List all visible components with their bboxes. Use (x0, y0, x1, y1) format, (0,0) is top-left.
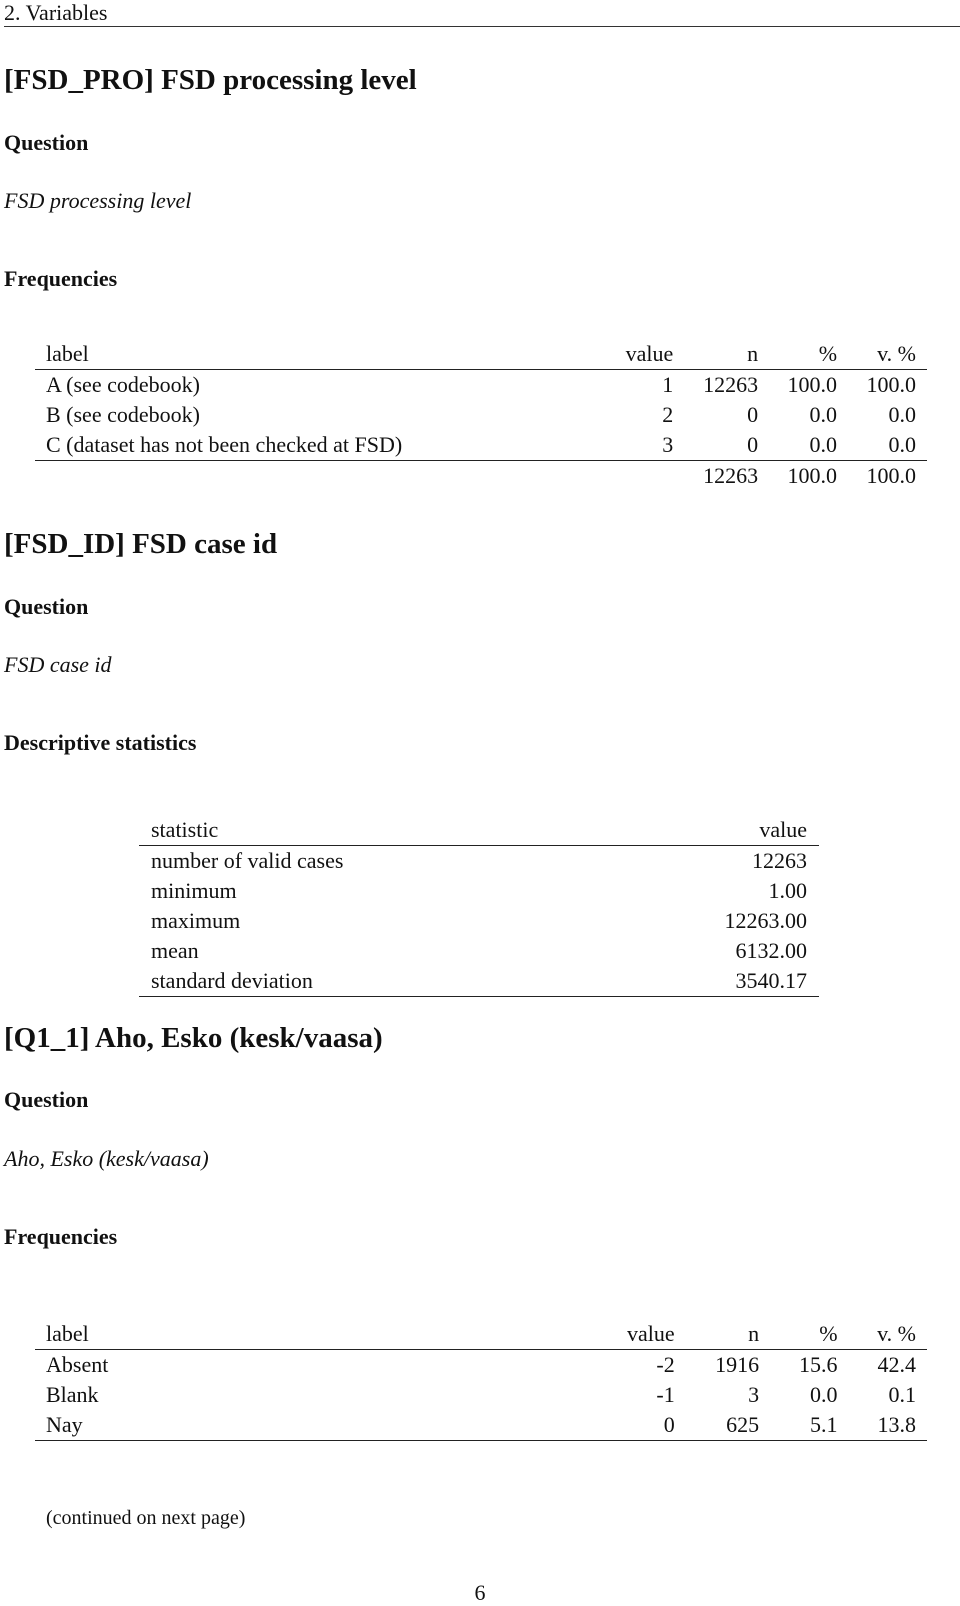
variable-title: [FSD_ID] FSD case id (4, 528, 278, 560)
table-cell: Nay (35, 1410, 557, 1441)
table-cell: 42.4 (877, 1352, 916, 1377)
table-cell: number of valid cases (151, 848, 344, 873)
table-cell: 3 (748, 1382, 760, 1407)
table-cell: 6132.00 (735, 938, 807, 963)
column-header: % (758, 339, 837, 370)
table-cell: 2 (662, 402, 674, 427)
question-text: FSD processing level (4, 188, 192, 213)
table-total-row (35, 461, 927, 492)
question-heading: Question (4, 130, 89, 155)
table-header-row (35, 1319, 927, 1350)
table-row (35, 370, 927, 401)
frequency-table (35, 339, 927, 491)
table-cell: -1 (656, 1382, 675, 1407)
continued-note: (continued on next page) (46, 1507, 246, 1529)
table-cell: 15.6 (799, 1352, 838, 1377)
table-cell: 100.0 (787, 372, 838, 397)
table-row (35, 430, 927, 461)
running-header: 2. Variables (4, 0, 108, 25)
header-rule (4, 26, 960, 27)
column-header: % (759, 1319, 837, 1350)
table-cell: -2 (656, 1352, 675, 1377)
table-cell: Absent (46, 1352, 109, 1377)
descriptive-statistics-heading: Descriptive statistics (4, 730, 197, 755)
column-header: label (35, 1319, 557, 1350)
variable-title: [Q1_1] Aho, Esko (kesk/vaasa) (4, 1022, 383, 1054)
column-header: value (557, 1319, 675, 1350)
column-header: label (35, 339, 556, 370)
table-row (139, 936, 819, 966)
frequencies-heading: Frequencies (4, 1224, 118, 1249)
table-cell: 0.0 (758, 430, 837, 461)
table-cell (35, 461, 556, 492)
table-row (139, 876, 819, 906)
column-header: value (556, 339, 673, 370)
table-cell: 0 (557, 1410, 675, 1441)
table-cell: 0.0 (837, 430, 927, 461)
table-cell: minimum (151, 878, 237, 903)
table-cell: Blank (46, 1382, 99, 1407)
column-header: v. % (838, 1319, 927, 1350)
table-row (139, 966, 819, 997)
table-cell: 0.1 (888, 1382, 916, 1407)
question-heading: Question (4, 1087, 89, 1112)
table-row (139, 906, 819, 936)
table-cell: 12263 (703, 372, 759, 397)
table-cell: 0 (747, 402, 759, 427)
column-header: n (673, 339, 758, 370)
variable-title: [FSD_PRO] FSD processing level (4, 64, 417, 96)
table-cell: 0.0 (810, 1382, 838, 1407)
table-cell: standard deviation (139, 966, 571, 997)
question-heading: Question (4, 594, 89, 619)
table-cell (556, 461, 673, 492)
table-cell: 13.8 (838, 1410, 927, 1441)
table-cell: 0 (673, 430, 758, 461)
table-cell: mean (151, 938, 199, 963)
table-header-row (139, 815, 819, 846)
table-cell: 100.0 (866, 463, 916, 488)
table-row (35, 400, 927, 430)
page-number: 6 (474, 1580, 486, 1605)
table-cell: B (see codebook) (46, 402, 200, 427)
column-header: statistic (139, 815, 571, 846)
table-cell: C (dataset has not been checked at FSD) (35, 430, 556, 461)
table-cell: 12263 (703, 463, 759, 488)
table-cell: 100.0 (866, 372, 916, 397)
table-cell: 1.00 (768, 878, 807, 903)
table-cell: 3540.17 (571, 966, 819, 997)
table-header-row (35, 339, 927, 370)
question-text: FSD case id (4, 652, 112, 677)
column-header: n (675, 1319, 759, 1350)
table-cell: 1 (662, 372, 674, 397)
table-cell: maximum (151, 908, 241, 933)
table-row (139, 846, 819, 877)
table-cell: 12263.00 (724, 908, 807, 933)
column-header: value (571, 815, 819, 846)
table-row (35, 1410, 927, 1441)
frequencies-heading: Frequencies (4, 266, 118, 291)
table-cell: 5.1 (759, 1410, 837, 1441)
table-cell: 1916 (715, 1352, 760, 1377)
statistics-table (139, 815, 819, 997)
table-cell: 100.0 (787, 463, 838, 488)
table-row (35, 1350, 927, 1381)
table-cell: 3 (556, 430, 673, 461)
column-header: v. % (837, 339, 927, 370)
table-cell: A (see codebook) (46, 372, 200, 397)
table-cell: 625 (675, 1410, 759, 1441)
table-row (35, 1380, 927, 1410)
table-cell: 0.0 (888, 402, 916, 427)
table-cell: 12263 (752, 848, 807, 873)
frequency-table (35, 1319, 927, 1441)
question-text: Aho, Esko (kesk/vaasa) (4, 1146, 209, 1171)
table-cell: 0.0 (809, 402, 838, 427)
